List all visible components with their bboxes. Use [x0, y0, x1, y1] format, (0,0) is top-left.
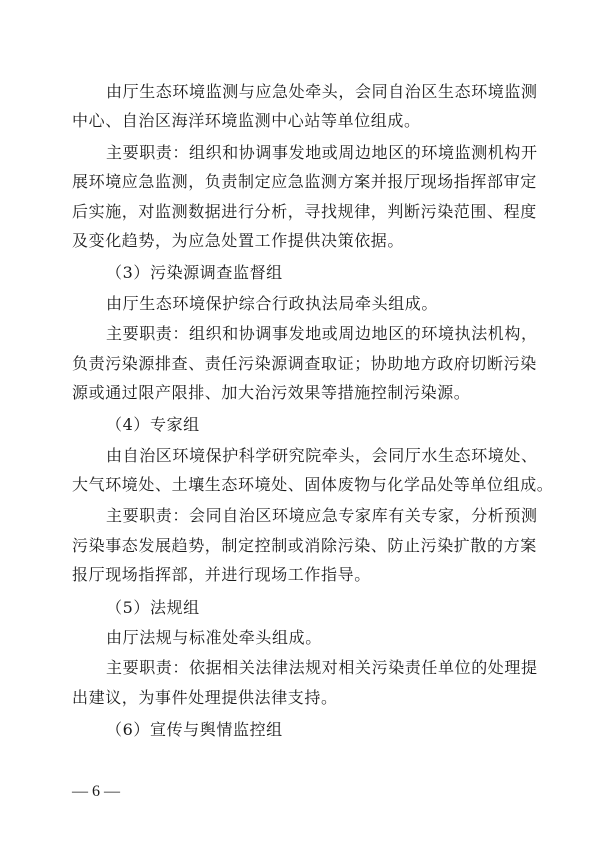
section-heading-legal-group: （5）法规组: [106, 598, 200, 617]
para-expert-lead-cont: 大气环境处、土壤生态环境处、固体废物与化学品处等单位组成。: [72, 475, 554, 494]
para-pollution-source-lead: 由厅生态环境保护综合行政执法局牵头组成。: [106, 294, 439, 313]
section-heading-publicity-group: （6）宣传与舆情监控组: [106, 720, 283, 739]
para-monitoring-duties: 主要职责：组织和协调事发地或周边地区的环境监测机构开: [106, 143, 538, 162]
para-pollution-source-duties: 主要职责：组织和协调事发地或周边地区的环境执法机构，: [106, 324, 538, 343]
para-expert-duties: 主要职责：会同自治区环境应急专家库有关专家，分析预测: [106, 506, 538, 525]
para-pollution-source-duties-cont: 源或通过限产限排、加大治污效果等措施控制污染源。: [72, 383, 471, 402]
page-number: — 6 —: [72, 783, 120, 800]
para-monitoring-lead: 由厅生态环境监测与应急处牵头，会同自治区生态环境监测: [106, 82, 538, 101]
para-expert-duties-cont: 报厅现场指挥部，并进行现场工作指导。: [72, 565, 371, 584]
para-pollution-source-duties-cont: 负责污染源排查、责任污染源调查取证；协助地方政府切断污染: [72, 354, 537, 373]
para-expert-duties-cont: 污染事态发展趋势，制定控制或消除污染、防止污染扩散的方案: [72, 536, 537, 555]
para-legal-lead: 由厅法规与标准处牵头组成。: [106, 628, 322, 647]
para-legal-duties: 主要职责：依据相关法律法规对相关污染责任单位的处理提: [106, 658, 538, 677]
para-monitoring-duties-cont: 展环境应急监测，负责制定应急监测方案并报厅现场指挥部审定: [72, 172, 537, 191]
section-heading-expert-group: （4）专家组: [106, 415, 200, 434]
para-expert-lead: 由自治区环境保护科学研究院牵头，会同厅水生态环境处、: [106, 446, 538, 465]
section-heading-pollution-source: （3）污染源调查监督组: [106, 263, 283, 282]
para-monitoring-duties-cont: 后实施，对监测数据进行分析，寻找规律，判断污染范围、程度: [72, 202, 537, 221]
para-monitoring-lead-cont: 中心、自治区海洋环境监测中心站等单位组成。: [72, 111, 421, 130]
para-legal-duties-cont: 出建议，为事件处理提供法律支持。: [72, 688, 338, 707]
para-monitoring-duties-cont: 及变化趋势，为应急处置工作提供决策依据。: [72, 231, 405, 250]
